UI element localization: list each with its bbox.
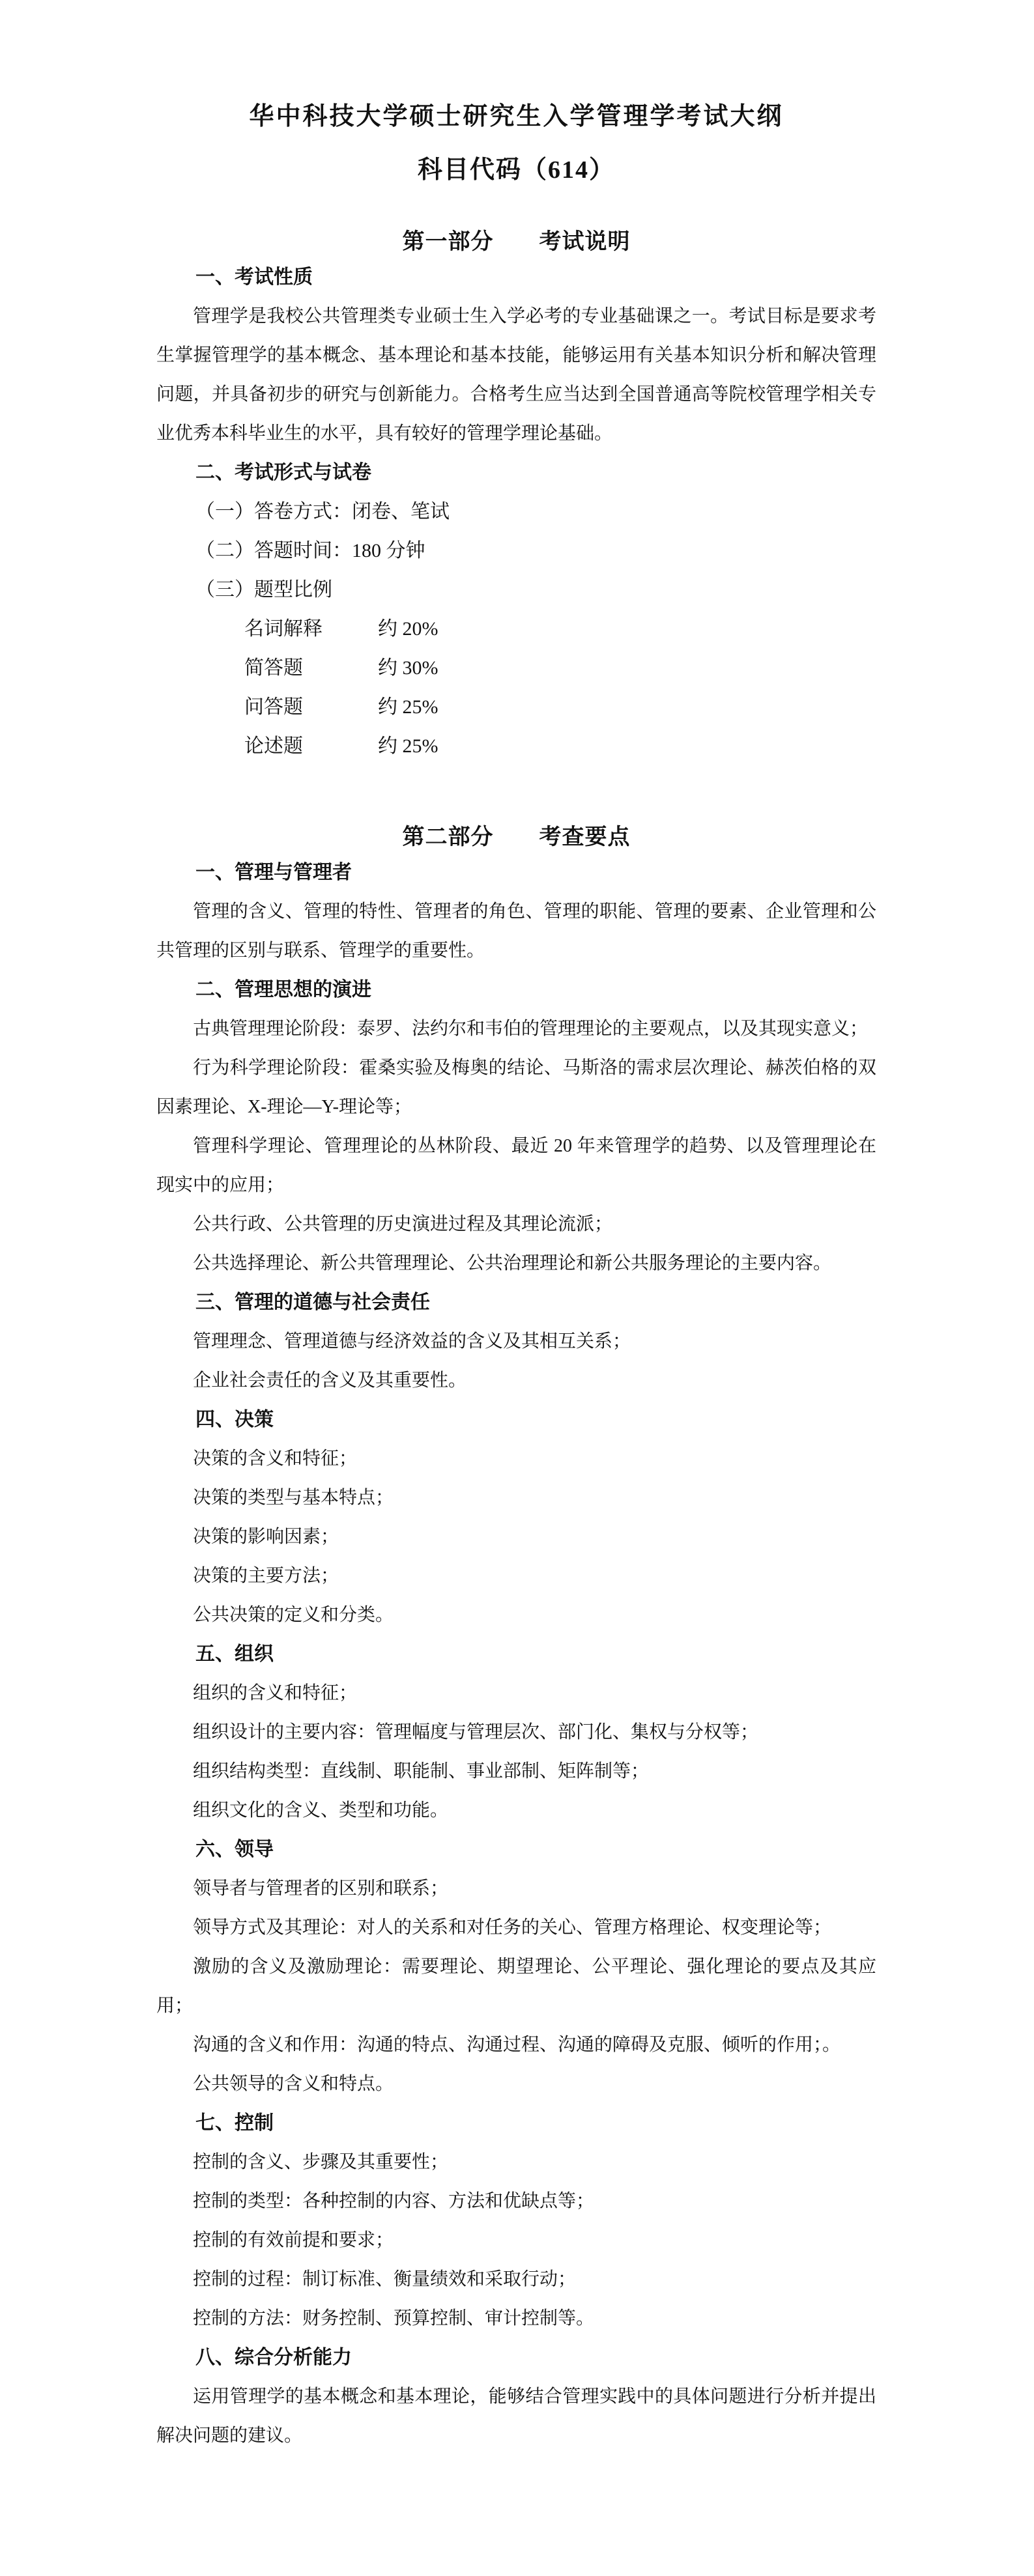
part2-section3-paragraph: 管理理念、管理道德与经济效益的含义及其相互关系； — [193, 1331, 631, 1352]
part2-section6-paragraph: 沟通的含义和作用：沟通的特点、沟通过程、沟通的障碍及克服、倾听的作用；。 — [193, 2035, 841, 2055]
part1-section1-heading: 一、考试性质 — [195, 266, 313, 288]
part2-section5-heading: 五、组织 — [195, 1643, 274, 1665]
part2-section3-heading: 三、管理的道德与社会责任 — [195, 1292, 430, 1313]
part2-section2-paragraph: 古典管理理论阶段：泰罗、法约尔和韦伯的管理理论的主要观点，以及其现实意义； — [193, 1019, 869, 1039]
part2-section4-paragraph: 决策的类型与基本特点； — [193, 1488, 394, 1508]
ratio-label: 论述题 — [244, 735, 303, 757]
part2-section8-paragraph: 运用管理学的基本概念和基本理论，能够结合管理实践中的具体问题进行分析并提出解决问题的建议。 — [156, 2386, 876, 2446]
part2-section2-paragraph: 行为科学理论阶段：霍桑实验及梅奥的结论、马斯洛的需求层次理论、赫茨伯格的双因素理论、X-理论—Y-理论等； — [156, 1058, 876, 1117]
ratio-label: 简答题 — [244, 657, 303, 679]
part2-section6-paragraph: 激励的含义及激励理论：需要理论、期望理论、公平理论、强化理论的要点及其应用； — [156, 1957, 876, 2016]
ratio-row — [156, 727, 876, 766]
part2-section7-heading: 七、控制 — [195, 2112, 274, 2134]
part2-section2-paragraph: 公共选择理论、新公共管理理论、公共治理理论和新公共服务理论的主要内容。 — [193, 1253, 832, 1273]
part2-section7-paragraph: 控制的类型：各种控制的内容、方法和优缺点等； — [193, 2191, 595, 2211]
ratio-value: 约 20% — [378, 618, 438, 640]
part1-section1-paragraph: 管理学是我校公共管理类专业硕士生入学必考的专业基础课之一。考试目标是要求考生掌握管理学的基本概念、基本理论和基本技能，能够运用有关基本知识分析和解决管理问题，并具备初步的研究与创新能力。合格考生应当达到全国普通高等院校管理学相关专业优秀本科毕业生的水平，具有较好的管理学理论基础。 — [156, 306, 876, 444]
part2-section8-heading: 八、综合分析能力 — [195, 2347, 352, 2368]
subject-code: 科目代码（614） — [417, 156, 615, 184]
part2-section4-paragraph: 决策的含义和特征； — [193, 1449, 358, 1469]
part2-section6-paragraph: 领导方式及其理论：对人的关系和对任务的关心、管理方格理论、权变理论等； — [193, 1918, 832, 1938]
ratio-row — [156, 688, 876, 727]
part2-section4-paragraph: 决策的影响因素； — [193, 1527, 339, 1547]
ratio-value: 约 25% — [378, 696, 438, 718]
part2-section4-paragraph: 公共决策的定义和分类。 — [193, 1605, 394, 1625]
part2-section4-heading: 四、决策 — [195, 1409, 274, 1430]
ratio-value: 约 25% — [378, 735, 438, 757]
ratio-row — [156, 649, 876, 688]
part1-heading: 第一部分 考试说明 — [402, 230, 631, 254]
duration-item: （二）答题时间：180 分钟 — [195, 540, 425, 561]
ratio-row — [156, 610, 876, 649]
part2-section5-paragraph: 组织设计的主要内容：管理幅度与管理层次、部门化、集权与分权等； — [193, 1722, 759, 1742]
part2-section6-paragraph: 领导者与管理者的区别和联系； — [193, 1878, 449, 1899]
ratio-label: 问答题 — [244, 696, 303, 718]
answer-mode-item: （一）答卷方式：闭卷、笔试 — [195, 501, 450, 522]
part2-section5-paragraph: 组织文化的含义、类型和功能。 — [193, 1800, 449, 1820]
ratio-title-item: （三）题型比例 — [195, 579, 332, 601]
part2-section7-paragraph: 控制的方法：财务控制、预算控制、审计控制等。 — [193, 2308, 595, 2328]
part2-section7-paragraph: 控制的含义、步骤及其重要性； — [193, 2152, 449, 2172]
part2-section2-heading: 二、管理思想的演进 — [195, 979, 371, 1000]
part2-section1-paragraph: 管理的含义、管理的特性、管理者的角色、管理的职能、管理的要素、企业管理和公共管理的区别与联系、管理学的重要性。 — [156, 901, 876, 961]
ratio-label: 名词解释 — [244, 618, 323, 640]
ratio-value: 约 30% — [378, 657, 438, 679]
part2-section3-paragraph: 企业社会责任的含义及其重要性。 — [193, 1370, 467, 1391]
part2-section7-paragraph: 控制的过程：制订标准、衡量绩效和采取行动； — [193, 2269, 577, 2289]
part2-section6-heading: 六、领导 — [195, 1839, 274, 1860]
part2-section4-paragraph: 决策的主要方法； — [193, 1566, 339, 1586]
part2-section7-paragraph: 控制的有效前提和要求； — [193, 2230, 394, 2250]
part2-section5-paragraph: 组织结构类型：直线制、职能制、事业部制、矩阵制等； — [193, 1761, 650, 1781]
part2-section2-paragraph: 管理科学理论、管理理论的丛林阶段、最近 20 年来管理学的趋势、以及管理理论在现实中的应用； — [156, 1136, 876, 1195]
document-title: 华中科技大学硕士研究生入学管理学考试大纲 — [249, 103, 784, 130]
part1-section2-heading: 二、考试形式与试卷 — [195, 462, 371, 483]
part2-section1-heading: 一、管理与管理者 — [195, 862, 352, 883]
part2-heading: 第二部分 考查要点 — [402, 825, 631, 849]
part2-section6-paragraph: 公共领导的含义和特点。 — [193, 2074, 394, 2094]
part2-section2-paragraph: 公共行政、公共管理的历史演进过程及其理论流派； — [193, 1214, 613, 1234]
part2-section5-paragraph: 组织的含义和特征； — [193, 1683, 358, 1703]
